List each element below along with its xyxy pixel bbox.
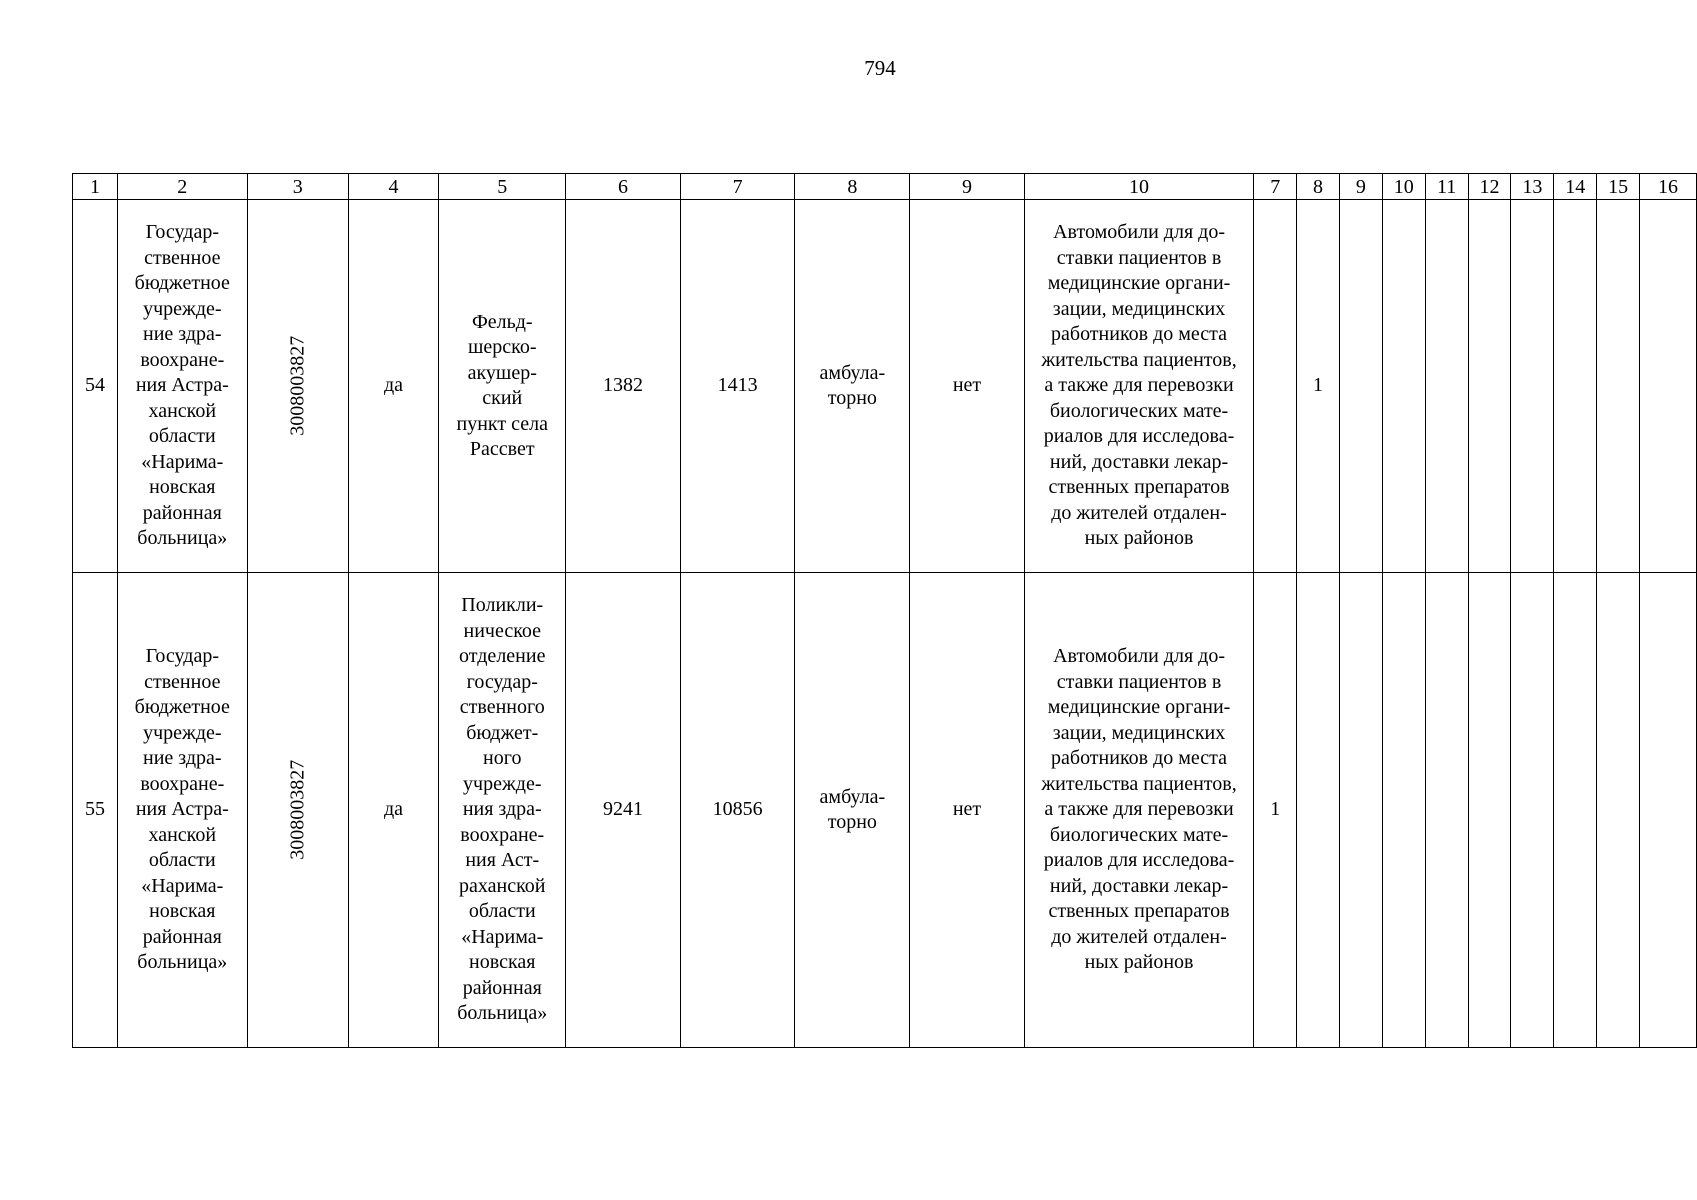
inn-cell bbox=[247, 573, 348, 1048]
extra-cell bbox=[1382, 573, 1425, 1048]
unit-line: ственного bbox=[459, 696, 545, 719]
description-line: до жителей отдален- bbox=[1051, 925, 1227, 948]
unit-cell bbox=[439, 573, 566, 1048]
column-number: 11 bbox=[1425, 174, 1468, 200]
unit-line: пункт села bbox=[456, 412, 548, 435]
value-cell-7: 1413 bbox=[680, 200, 795, 573]
table-row bbox=[73, 573, 1697, 1048]
column-number: 1 bbox=[73, 174, 118, 200]
extra-cell bbox=[1597, 200, 1640, 573]
organization-cell bbox=[117, 200, 247, 573]
column-number: 14 bbox=[1554, 174, 1597, 200]
organization-line: учрежде- bbox=[143, 721, 222, 744]
unit-line: бюджет- bbox=[466, 721, 539, 744]
description-line: ставки пациентов в bbox=[1056, 246, 1222, 269]
extra-cell: 1 bbox=[1297, 200, 1340, 573]
organization-line: Государ- bbox=[145, 645, 219, 668]
column-number: 5 bbox=[439, 174, 566, 200]
description-line: риалов для исследова- bbox=[1043, 849, 1235, 872]
unit-line: новская bbox=[469, 951, 536, 974]
organization-line: ние здра- bbox=[143, 323, 222, 346]
column-number: 9 bbox=[1339, 174, 1382, 200]
extra-cell bbox=[1468, 200, 1511, 573]
column-number: 6 bbox=[566, 174, 681, 200]
flag-cell: да bbox=[348, 200, 439, 573]
organization-line: районная bbox=[142, 501, 222, 524]
inn-cell bbox=[247, 200, 348, 573]
description-line: а также для перевозки bbox=[1044, 798, 1234, 821]
column-number: 10 bbox=[1024, 174, 1254, 200]
organization-line: ние здра- bbox=[143, 747, 222, 770]
description-line: ных районов bbox=[1084, 527, 1194, 550]
unit-cell bbox=[439, 200, 566, 573]
description-line: ставки пациентов в bbox=[1056, 670, 1222, 693]
unit-line: учрежде- bbox=[463, 772, 542, 795]
inn-value: 3008003827 bbox=[285, 760, 308, 860]
description-line: Автомобили для до- bbox=[1053, 645, 1225, 668]
value-cell-6: 9241 bbox=[566, 573, 681, 1048]
description-cell bbox=[1024, 573, 1254, 1048]
description-line: работников до места bbox=[1051, 323, 1228, 346]
organization-line: учрежде- bbox=[143, 297, 222, 320]
column-number: 10 bbox=[1382, 174, 1425, 200]
organization-line: ханской bbox=[148, 399, 217, 422]
extra-cell bbox=[1597, 573, 1640, 1048]
description-line: а также для перевозки bbox=[1044, 374, 1234, 397]
mode-line: амбула- bbox=[819, 361, 886, 384]
organization-line: бюджетное bbox=[134, 272, 230, 295]
flag-cell: да bbox=[348, 573, 439, 1048]
description-cell bbox=[1024, 200, 1254, 573]
unit-line: отделение bbox=[459, 645, 546, 668]
unit-line: государ- bbox=[466, 670, 538, 693]
organization-line: больница» bbox=[137, 527, 228, 550]
column-number: 15 bbox=[1597, 174, 1640, 200]
description-line: ственных препаратов bbox=[1048, 476, 1230, 499]
unit-line: ский bbox=[482, 387, 523, 409]
extra-cell bbox=[1339, 573, 1382, 1048]
organization-line: больница» bbox=[137, 951, 228, 974]
unit-line: ния Аст- bbox=[465, 849, 540, 872]
unit-line: ническое bbox=[463, 619, 542, 642]
value-cell-9: нет bbox=[910, 200, 1025, 573]
extra-cell bbox=[1254, 200, 1297, 573]
extra-cell bbox=[1640, 200, 1697, 573]
organization-line: новская bbox=[149, 900, 216, 923]
description-line: зации, медицинских bbox=[1052, 297, 1226, 320]
column-number: 7 bbox=[680, 174, 795, 200]
organization-line: Государ- bbox=[145, 221, 219, 244]
unit-line: области bbox=[468, 900, 536, 923]
mode-cell bbox=[795, 573, 910, 1048]
organization-line: районная bbox=[142, 925, 222, 948]
organization-line: ханской bbox=[148, 823, 217, 846]
value-cell-6: 1382 bbox=[566, 200, 681, 573]
unit-line: воохране- bbox=[460, 823, 545, 846]
column-number: 7 bbox=[1254, 174, 1297, 200]
column-number: 13 bbox=[1511, 174, 1554, 200]
row-number: 54 bbox=[73, 200, 118, 573]
organization-line: воохране- bbox=[140, 772, 225, 795]
description-line: биологических мате- bbox=[1049, 399, 1229, 422]
organization-line: области bbox=[148, 425, 216, 448]
inn-value: 3008003827 bbox=[285, 336, 308, 436]
unit-line: Фельд- bbox=[471, 310, 533, 333]
column-number-row bbox=[73, 174, 1697, 200]
organization-cell bbox=[117, 573, 247, 1048]
table-row bbox=[73, 200, 1697, 573]
organization-line: «Нарима- bbox=[141, 874, 224, 897]
extra-cell bbox=[1382, 200, 1425, 573]
description-line: ний, доставки лекар- bbox=[1049, 874, 1229, 897]
mode-line: торно bbox=[827, 811, 877, 833]
description-line: до жителей отдален- bbox=[1051, 501, 1227, 524]
extra-cell bbox=[1425, 200, 1468, 573]
unit-line: районная bbox=[462, 976, 542, 999]
value-cell-9: нет bbox=[910, 573, 1025, 1048]
description-line: работников до места bbox=[1051, 747, 1228, 770]
data-table bbox=[72, 173, 1697, 1048]
description-line: ных районов bbox=[1084, 951, 1194, 974]
extra-cell bbox=[1511, 573, 1554, 1048]
mode-cell bbox=[795, 200, 910, 573]
organization-line: новская bbox=[149, 476, 216, 499]
description-line: риалов для исследова- bbox=[1043, 425, 1235, 448]
organization-line: бюджетное bbox=[134, 696, 230, 719]
organization-line: ния Астра- bbox=[135, 798, 229, 821]
unit-line: больница» bbox=[457, 1002, 548, 1025]
column-number: 3 bbox=[247, 174, 348, 200]
description-line: ний, доставки лекар- bbox=[1049, 450, 1229, 473]
mode-line: торно bbox=[827, 387, 877, 409]
unit-line: ния здра- bbox=[462, 798, 542, 821]
extra-cell bbox=[1554, 200, 1597, 573]
extra-cell bbox=[1468, 573, 1511, 1048]
description-line: жительства пациентов, bbox=[1041, 772, 1237, 795]
column-number: 9 bbox=[910, 174, 1025, 200]
column-number: 8 bbox=[1297, 174, 1340, 200]
description-line: зации, медицинских bbox=[1052, 721, 1226, 744]
description-line: жительства пациентов, bbox=[1041, 348, 1237, 371]
organization-line: ственное bbox=[144, 670, 221, 693]
description-line: ственных препаратов bbox=[1048, 900, 1230, 923]
description-line: медицинские органи- bbox=[1047, 696, 1231, 719]
extra-cell bbox=[1425, 573, 1468, 1048]
unit-line: «Нарима- bbox=[461, 925, 544, 948]
value-cell-7: 10856 bbox=[680, 573, 795, 1048]
organization-line: «Нарима- bbox=[141, 450, 224, 473]
column-number: 4 bbox=[348, 174, 439, 200]
unit-line: ного bbox=[483, 747, 522, 770]
extra-cell bbox=[1554, 573, 1597, 1048]
extra-cell: 1 bbox=[1254, 573, 1297, 1048]
organization-line: воохране- bbox=[140, 348, 225, 371]
extra-cell bbox=[1339, 200, 1382, 573]
unit-line: акушер- bbox=[467, 361, 537, 384]
organization-line: ния Астра- bbox=[135, 374, 229, 397]
column-number: 2 bbox=[117, 174, 247, 200]
extra-cell bbox=[1640, 573, 1697, 1048]
row-number: 55 bbox=[73, 573, 118, 1048]
description-line: медицинские органи- bbox=[1047, 272, 1231, 295]
unit-line: шерско- bbox=[468, 336, 537, 358]
extra-cell bbox=[1297, 573, 1340, 1048]
description-line: биологических мате- bbox=[1049, 823, 1229, 846]
unit-line: Поликли- bbox=[461, 594, 544, 617]
column-number: 12 bbox=[1468, 174, 1511, 200]
unit-line: Рассвет bbox=[469, 438, 535, 460]
organization-line: ственное bbox=[144, 246, 221, 269]
description-line: Автомобили для до- bbox=[1053, 221, 1225, 244]
mode-line: амбула- bbox=[819, 785, 886, 808]
page-number: 794 bbox=[864, 56, 896, 80]
column-number: 8 bbox=[795, 174, 910, 200]
unit-line: раханской bbox=[459, 874, 546, 897]
organization-line: области bbox=[148, 849, 216, 872]
extra-cell bbox=[1511, 200, 1554, 573]
column-number: 16 bbox=[1640, 174, 1697, 200]
